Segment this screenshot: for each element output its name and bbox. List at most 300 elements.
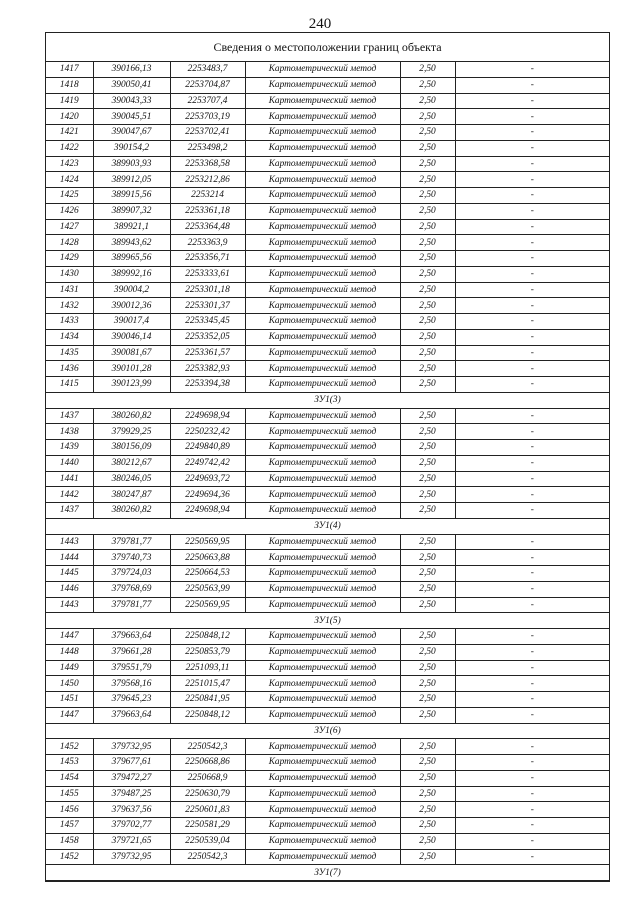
accuracy-cell: 2,50 <box>400 424 455 440</box>
point-number-cell: 1434 <box>46 329 93 345</box>
accuracy-cell: 2,50 <box>400 298 455 314</box>
y-coordinate-cell: 2250848,12 <box>170 707 245 723</box>
x-coordinate-cell: 390101,28 <box>93 361 170 377</box>
y-coordinate-cell: 2250581,29 <box>170 818 245 834</box>
y-coordinate-cell: 2253361,57 <box>170 345 245 361</box>
accuracy-cell: 2,50 <box>400 786 455 802</box>
accuracy-cell: 2,50 <box>400 818 455 834</box>
x-coordinate-cell: 379663,64 <box>93 629 170 645</box>
description-cell: - <box>455 408 609 424</box>
point-number-cell: 1422 <box>46 140 93 156</box>
point-number-cell: 1421 <box>46 125 93 141</box>
description-cell: - <box>455 471 609 487</box>
section-heading: ЗУ1(3) <box>46 392 609 408</box>
section-heading-row <box>46 613 609 629</box>
table-row <box>46 188 609 204</box>
x-coordinate-cell: 380156,09 <box>93 440 170 456</box>
description-cell: - <box>455 203 609 219</box>
accuracy-cell: 2,50 <box>400 203 455 219</box>
section-heading: ЗУ1(5) <box>46 613 609 629</box>
point-number-cell: 1424 <box>46 172 93 188</box>
description-cell: - <box>455 298 609 314</box>
point-number-cell: 1436 <box>46 361 93 377</box>
method-cell: Картометрический метод <box>245 629 400 645</box>
point-number-cell: 1454 <box>46 770 93 786</box>
y-coordinate-cell: 2251093,11 <box>170 660 245 676</box>
section-heading-row <box>46 518 609 534</box>
accuracy-cell: 2,50 <box>400 629 455 645</box>
method-cell: Картометрический метод <box>245 62 400 77</box>
accuracy-cell: 2,50 <box>400 156 455 172</box>
y-coordinate-cell: 2250664,53 <box>170 566 245 582</box>
description-cell: - <box>455 629 609 645</box>
description-cell: - <box>455 188 609 204</box>
accuracy-cell: 2,50 <box>400 408 455 424</box>
method-cell: Картометрический метод <box>245 109 400 125</box>
table-row <box>46 581 609 597</box>
y-coordinate-cell: 2250630,79 <box>170 786 245 802</box>
method-cell: Картометрический метод <box>245 676 400 692</box>
table-row <box>46 140 609 156</box>
x-coordinate-cell: 389915,56 <box>93 188 170 204</box>
table-row <box>46 203 609 219</box>
point-number-cell: 1428 <box>46 235 93 251</box>
method-cell: Картометрический метод <box>245 644 400 660</box>
x-coordinate-cell: 379677,61 <box>93 755 170 771</box>
description-cell: - <box>455 235 609 251</box>
x-coordinate-cell: 390154,2 <box>93 140 170 156</box>
table-row <box>46 345 609 361</box>
accuracy-cell: 2,50 <box>400 77 455 93</box>
accuracy-cell: 2,50 <box>400 440 455 456</box>
accuracy-cell: 2,50 <box>400 172 455 188</box>
description-cell: - <box>455 597 609 613</box>
description-cell: - <box>455 534 609 550</box>
description-cell: - <box>455 503 609 519</box>
accuracy-cell: 2,50 <box>400 802 455 818</box>
coordinates-table-body <box>46 62 609 881</box>
description-cell: - <box>455 707 609 723</box>
accuracy-cell: 2,50 <box>400 849 455 865</box>
point-number-cell: 1437 <box>46 408 93 424</box>
point-number-cell: 1458 <box>46 833 93 849</box>
point-number-cell: 1433 <box>46 314 93 330</box>
y-coordinate-cell: 2253483,7 <box>170 62 245 77</box>
point-number-cell: 1439 <box>46 440 93 456</box>
x-coordinate-cell: 379663,64 <box>93 707 170 723</box>
table-row <box>46 77 609 93</box>
table-row <box>46 487 609 503</box>
accuracy-cell: 2,50 <box>400 188 455 204</box>
section-heading-row <box>46 392 609 408</box>
table-row <box>46 93 609 109</box>
accuracy-cell: 2,50 <box>400 676 455 692</box>
table-row <box>46 377 609 393</box>
table-row <box>46 251 609 267</box>
description-cell: - <box>455 566 609 582</box>
table-row <box>46 314 609 330</box>
method-cell: Картометрический метод <box>245 487 400 503</box>
point-number-cell: 1443 <box>46 534 93 550</box>
accuracy-cell: 2,50 <box>400 109 455 125</box>
table-row <box>46 849 609 865</box>
page-number: 240 <box>308 16 332 32</box>
description-cell: - <box>455 266 609 282</box>
table-row <box>46 408 609 424</box>
table-row <box>46 109 609 125</box>
description-cell: - <box>455 487 609 503</box>
y-coordinate-cell: 2249742,42 <box>170 455 245 471</box>
description-cell: - <box>455 345 609 361</box>
method-cell: Картометрический метод <box>245 739 400 755</box>
method-cell: Картометрический метод <box>245 581 400 597</box>
description-cell: - <box>455 93 609 109</box>
accuracy-cell: 2,50 <box>400 692 455 708</box>
y-coordinate-cell: 2250569,95 <box>170 597 245 613</box>
y-coordinate-cell: 2253498,2 <box>170 140 245 156</box>
y-coordinate-cell: 2253301,37 <box>170 298 245 314</box>
accuracy-cell: 2,50 <box>400 345 455 361</box>
point-number-cell: 1456 <box>46 802 93 818</box>
description-cell: - <box>455 770 609 786</box>
x-coordinate-cell: 390047,67 <box>93 125 170 141</box>
accuracy-cell: 2,50 <box>400 707 455 723</box>
table-row <box>46 770 609 786</box>
description-cell: - <box>455 140 609 156</box>
point-number-cell: 1452 <box>46 739 93 755</box>
description-cell: - <box>455 329 609 345</box>
y-coordinate-cell: 2253212,86 <box>170 172 245 188</box>
point-number-cell: 1447 <box>46 629 93 645</box>
accuracy-cell: 2,50 <box>400 140 455 156</box>
method-cell: Картометрический метод <box>245 818 400 834</box>
method-cell: Картометрический метод <box>245 361 400 377</box>
accuracy-cell: 2,50 <box>400 314 455 330</box>
method-cell: Картометрический метод <box>245 298 400 314</box>
table-row <box>46 471 609 487</box>
table-row <box>46 440 609 456</box>
method-cell: Картометрический метод <box>245 597 400 613</box>
method-cell: Картометрический метод <box>245 802 400 818</box>
boundary-table-frame <box>45 32 610 882</box>
x-coordinate-cell: 379781,77 <box>93 534 170 550</box>
y-coordinate-cell: 2253333,61 <box>170 266 245 282</box>
description-cell: - <box>455 739 609 755</box>
y-coordinate-cell: 2250848,12 <box>170 629 245 645</box>
y-coordinate-cell: 2249693,72 <box>170 471 245 487</box>
table-row <box>46 534 609 550</box>
section-heading-row <box>46 723 609 739</box>
table-row <box>46 125 609 141</box>
y-coordinate-cell: 2253214 <box>170 188 245 204</box>
y-coordinate-cell: 2253704,87 <box>170 77 245 93</box>
x-coordinate-cell: 390045,51 <box>93 109 170 125</box>
point-number-cell: 1455 <box>46 786 93 802</box>
table-row <box>46 802 609 818</box>
x-coordinate-cell: 390012,36 <box>93 298 170 314</box>
point-number-cell: 1447 <box>46 707 93 723</box>
accuracy-cell: 2,50 <box>400 282 455 298</box>
y-coordinate-cell: 2250542,3 <box>170 849 245 865</box>
method-cell: Картометрический метод <box>245 282 400 298</box>
method-cell: Картометрический метод <box>245 455 400 471</box>
table-row <box>46 156 609 172</box>
method-cell: Картометрический метод <box>245 156 400 172</box>
accuracy-cell: 2,50 <box>400 62 455 77</box>
accuracy-cell: 2,50 <box>400 329 455 345</box>
accuracy-cell: 2,50 <box>400 455 455 471</box>
description-cell: - <box>455 219 609 235</box>
method-cell: Картометрический метод <box>245 408 400 424</box>
section-heading: ЗУ1(4) <box>46 518 609 534</box>
point-number-cell: 1417 <box>46 62 93 77</box>
y-coordinate-cell: 2253356,71 <box>170 251 245 267</box>
x-coordinate-cell: 390050,41 <box>93 77 170 93</box>
description-cell: - <box>455 156 609 172</box>
x-coordinate-cell: 390081,67 <box>93 345 170 361</box>
table-row <box>46 818 609 834</box>
table-row <box>46 361 609 377</box>
coordinates-table <box>46 62 609 881</box>
description-cell: - <box>455 581 609 597</box>
y-coordinate-cell: 2253382,93 <box>170 361 245 377</box>
accuracy-cell: 2,50 <box>400 534 455 550</box>
point-number-cell: 1444 <box>46 550 93 566</box>
x-coordinate-cell: 380260,82 <box>93 503 170 519</box>
method-cell: Картометрический метод <box>245 266 400 282</box>
description-cell: - <box>455 251 609 267</box>
table-row <box>46 566 609 582</box>
accuracy-cell: 2,50 <box>400 251 455 267</box>
point-number-cell: 1429 <box>46 251 93 267</box>
y-coordinate-cell: 2249698,94 <box>170 503 245 519</box>
accuracy-cell: 2,50 <box>400 566 455 582</box>
x-coordinate-cell: 379568,16 <box>93 676 170 692</box>
description-cell: - <box>455 77 609 93</box>
accuracy-cell: 2,50 <box>400 503 455 519</box>
y-coordinate-cell: 2250542,3 <box>170 739 245 755</box>
y-coordinate-cell: 2250232,42 <box>170 424 245 440</box>
x-coordinate-cell: 380260,82 <box>93 408 170 424</box>
y-coordinate-cell: 2253703,19 <box>170 109 245 125</box>
table-row <box>46 219 609 235</box>
x-coordinate-cell: 379732,95 <box>93 849 170 865</box>
y-coordinate-cell: 2253368,58 <box>170 156 245 172</box>
x-coordinate-cell: 390166,13 <box>93 62 170 77</box>
method-cell: Картометрический метод <box>245 251 400 267</box>
y-coordinate-cell: 2251015,47 <box>170 676 245 692</box>
x-coordinate-cell: 390046,14 <box>93 329 170 345</box>
x-coordinate-cell: 389965,56 <box>93 251 170 267</box>
method-cell: Картометрический метод <box>245 77 400 93</box>
description-cell: - <box>455 440 609 456</box>
table-row <box>46 676 609 692</box>
method-cell: Картометрический метод <box>245 660 400 676</box>
point-number-cell: 1450 <box>46 676 93 692</box>
accuracy-cell: 2,50 <box>400 93 455 109</box>
method-cell: Картометрический метод <box>245 471 400 487</box>
x-coordinate-cell: 390043,33 <box>93 93 170 109</box>
accuracy-cell: 2,50 <box>400 644 455 660</box>
x-coordinate-cell: 379551,79 <box>93 660 170 676</box>
method-cell: Картометрический метод <box>245 125 400 141</box>
y-coordinate-cell: 2253352,05 <box>170 329 245 345</box>
y-coordinate-cell: 2250563,99 <box>170 581 245 597</box>
description-cell: - <box>455 172 609 188</box>
y-coordinate-cell: 2253702,41 <box>170 125 245 141</box>
point-number-cell: 1415 <box>46 377 93 393</box>
accuracy-cell: 2,50 <box>400 125 455 141</box>
table-row <box>46 786 609 802</box>
y-coordinate-cell: 2250668,9 <box>170 770 245 786</box>
x-coordinate-cell: 389943,62 <box>93 235 170 251</box>
x-coordinate-cell: 380212,67 <box>93 455 170 471</box>
y-coordinate-cell: 2253707,4 <box>170 93 245 109</box>
point-number-cell: 1453 <box>46 755 93 771</box>
x-coordinate-cell: 379781,77 <box>93 597 170 613</box>
description-cell: - <box>455 676 609 692</box>
y-coordinate-cell: 2250668,86 <box>170 755 245 771</box>
point-number-cell: 1420 <box>46 109 93 125</box>
method-cell: Картометрический метод <box>245 377 400 393</box>
method-cell: Картометрический метод <box>245 329 400 345</box>
accuracy-cell: 2,50 <box>400 597 455 613</box>
method-cell: Картометрический метод <box>245 534 400 550</box>
point-number-cell: 1426 <box>46 203 93 219</box>
y-coordinate-cell: 2253364,48 <box>170 219 245 235</box>
method-cell: Картометрический метод <box>245 503 400 519</box>
y-coordinate-cell: 2253345,45 <box>170 314 245 330</box>
table-row <box>46 172 609 188</box>
accuracy-cell: 2,50 <box>400 581 455 597</box>
section-heading: ЗУ1(7) <box>46 865 609 881</box>
x-coordinate-cell: 380246,05 <box>93 471 170 487</box>
accuracy-cell: 2,50 <box>400 833 455 849</box>
table-row <box>46 282 609 298</box>
method-cell: Картометрический метод <box>245 235 400 251</box>
point-number-cell: 1419 <box>46 93 93 109</box>
description-cell: - <box>455 282 609 298</box>
table-row <box>46 266 609 282</box>
point-number-cell: 1427 <box>46 219 93 235</box>
y-coordinate-cell: 2253301,18 <box>170 282 245 298</box>
description-cell: - <box>455 455 609 471</box>
table-title: Сведения о местоположении границ объекта <box>46 33 609 62</box>
x-coordinate-cell: 390123,99 <box>93 377 170 393</box>
point-number-cell: 1438 <box>46 424 93 440</box>
x-coordinate-cell: 379487,25 <box>93 786 170 802</box>
point-number-cell: 1425 <box>46 188 93 204</box>
method-cell: Картометрический метод <box>245 786 400 802</box>
description-cell: - <box>455 377 609 393</box>
method-cell: Картометрический метод <box>245 203 400 219</box>
description-cell: - <box>455 849 609 865</box>
y-coordinate-cell: 2250663,88 <box>170 550 245 566</box>
table-row <box>46 692 609 708</box>
x-coordinate-cell: 379472,27 <box>93 770 170 786</box>
x-coordinate-cell: 389907,32 <box>93 203 170 219</box>
accuracy-cell: 2,50 <box>400 755 455 771</box>
point-number-cell: 1452 <box>46 849 93 865</box>
point-number-cell: 1437 <box>46 503 93 519</box>
table-row <box>46 707 609 723</box>
table-row <box>46 424 609 440</box>
method-cell: Картометрический метод <box>245 424 400 440</box>
table-row <box>46 298 609 314</box>
x-coordinate-cell: 379732,95 <box>93 739 170 755</box>
x-coordinate-cell: 380247,87 <box>93 487 170 503</box>
method-cell: Картометрический метод <box>245 188 400 204</box>
y-coordinate-cell: 2250539,04 <box>170 833 245 849</box>
description-cell: - <box>455 644 609 660</box>
x-coordinate-cell: 379740,73 <box>93 550 170 566</box>
table-row <box>46 597 609 613</box>
y-coordinate-cell: 2250853,79 <box>170 644 245 660</box>
description-cell: - <box>455 424 609 440</box>
y-coordinate-cell: 2249840,89 <box>170 440 245 456</box>
description-cell: - <box>455 692 609 708</box>
point-number-cell: 1430 <box>46 266 93 282</box>
x-coordinate-cell: 389992,16 <box>93 266 170 282</box>
y-coordinate-cell: 2249694,36 <box>170 487 245 503</box>
table-row <box>46 629 609 645</box>
x-coordinate-cell: 379929,25 <box>93 424 170 440</box>
point-number-cell: 1423 <box>46 156 93 172</box>
accuracy-cell: 2,50 <box>400 377 455 393</box>
accuracy-cell: 2,50 <box>400 487 455 503</box>
x-coordinate-cell: 379637,56 <box>93 802 170 818</box>
method-cell: Картометрический метод <box>245 707 400 723</box>
method-cell: Картометрический метод <box>245 140 400 156</box>
table-row <box>46 644 609 660</box>
section-heading: ЗУ1(6) <box>46 723 609 739</box>
description-cell: - <box>455 833 609 849</box>
x-coordinate-cell: 389921,1 <box>93 219 170 235</box>
description-cell: - <box>455 755 609 771</box>
accuracy-cell: 2,50 <box>400 739 455 755</box>
point-number-cell: 1443 <box>46 597 93 613</box>
point-number-cell: 1448 <box>46 644 93 660</box>
point-number-cell: 1441 <box>46 471 93 487</box>
method-cell: Картометрический метод <box>245 849 400 865</box>
table-row <box>46 550 609 566</box>
point-number-cell: 1432 <box>46 298 93 314</box>
method-cell: Картометрический метод <box>245 440 400 456</box>
accuracy-cell: 2,50 <box>400 770 455 786</box>
accuracy-cell: 2,50 <box>400 361 455 377</box>
x-coordinate-cell: 389903,93 <box>93 156 170 172</box>
accuracy-cell: 2,50 <box>400 660 455 676</box>
accuracy-cell: 2,50 <box>400 235 455 251</box>
point-number-cell: 1457 <box>46 818 93 834</box>
table-row <box>46 455 609 471</box>
description-cell: - <box>455 125 609 141</box>
table-row <box>46 235 609 251</box>
point-number-cell: 1435 <box>46 345 93 361</box>
x-coordinate-cell: 379768,69 <box>93 581 170 597</box>
accuracy-cell: 2,50 <box>400 219 455 235</box>
y-coordinate-cell: 2253363,9 <box>170 235 245 251</box>
point-number-cell: 1418 <box>46 77 93 93</box>
x-coordinate-cell: 390004,2 <box>93 282 170 298</box>
x-coordinate-cell: 379721,65 <box>93 833 170 849</box>
method-cell: Картометрический метод <box>245 219 400 235</box>
table-row <box>46 62 609 77</box>
y-coordinate-cell: 2250569,95 <box>170 534 245 550</box>
x-coordinate-cell: 379661,28 <box>93 644 170 660</box>
x-coordinate-cell: 389912,05 <box>93 172 170 188</box>
description-cell: - <box>455 62 609 77</box>
